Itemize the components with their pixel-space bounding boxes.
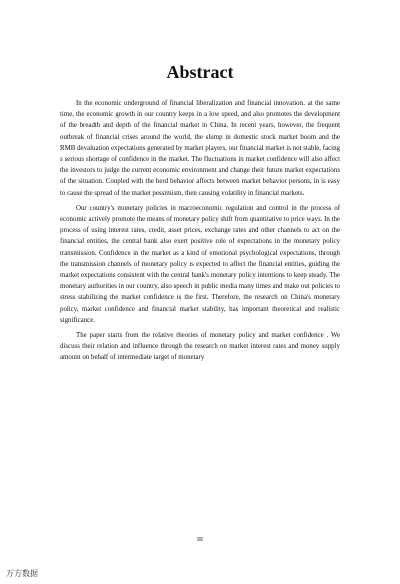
paragraph-3: The paper starts from the relative theories of monetary policy and market confidence . We discuss their relation and influence through the research on market interest rates and money supply amount on behalf of intermediate target of monetary bbox=[60, 332, 340, 362]
paragraph-2: Our country's monetary policies in macroeconomic regulation and control in the process of economic actively promote the means of monetary policy shift from quantitative to price ways. In the process of using interest rates, credit, asset prices, exchange rates and other channels to act on the financial entities, the central bank also exert positive role of expectations in the monetary policy transmission. Confidence in the market as a kind of emotional psychological expectations, through the transmission channels of monetary policy is expected to affect the financial entities, guiding the market expectations consistent with the central bank's monetary policy intentions to keep steady. The monetary authorities in our country, also speech in public media many times and make out policies to stress stabilizing the market confidence is the first. Therefore, the research on China's monetary policy, market confidence and financial market stability, has important theoretical and realistic significance. bbox=[60, 204, 340, 324]
abstract-body bbox=[60, 98, 340, 368]
abstract-title: Abstract bbox=[166, 62, 234, 82]
page-number: III bbox=[197, 537, 203, 543]
wanfang-watermark: 万方数据 bbox=[6, 569, 38, 578]
paragraph-1: In the economic underground of financial liberalization and financial innovation․ at the same time, the economic growth in our country keeps in a low speed, and also promotes the development of the breadth and depth of the financial market in China. In recent years, however, the frequent outbreak of financial crises around the world, the slump in domestic stock market boom and the RMB devaluation expectations generated by market players, our financial market is not stable, facing s serious shortage of confidence in the market. The fluctuations in market confidence will also affect the investors to judge the current economic environment and change their future market expectations of the situation. Coupled with the herd behavior affects between market behavior persons, in is easy to cause the spread of the market pessimism, then causing volatility in financial markets. bbox=[60, 100, 340, 197]
